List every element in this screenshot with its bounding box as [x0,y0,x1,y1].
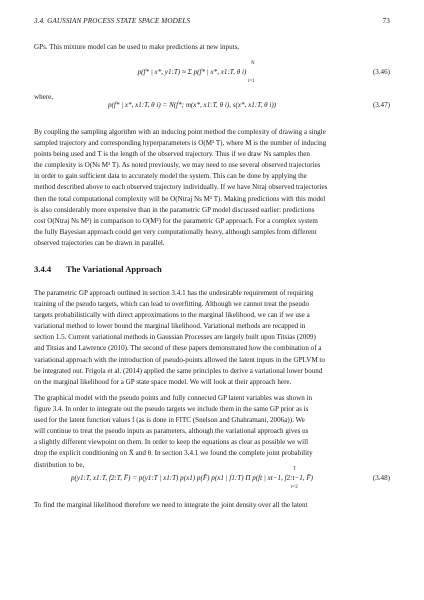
text-line: cost O(Ntraj Ns M²) in comparison to O(M²) for the parametric GP approach. For a complex system [34,216,318,225]
equation-body: p(f* | x*, x1:T, θ i) = N(f*; m(x*, x1:T, θ i), s(x*, x1:T, θ i)) [107,101,277,109]
product-lower-limit: t=2 [291,485,298,490]
text-line: training of the pseudo targets, which can lead to overfitting. Although we cannot treat the pseudo [34,300,310,309]
where-text: where, [34,93,54,101]
sum-upper-limit: N [251,61,255,66]
text-line: points being used and T is the length of the observed trajectory. Thus if we draw Ns samples then [34,150,310,159]
text-line: used for the latent function values f (as is done in FITC (Snelson and Ghahramani, 2006a)). We [34,416,305,425]
text-line: To find the marginal likelihood therefore we need to integrate the joint density over all the latent [34,501,308,509]
equation-number: (3.48) [372,474,390,482]
equation-3-47 [34,101,390,115]
text-line: and Titsias and Lawrence (2010). The second of these papers demonstrated how the combination of a [34,344,322,353]
sum-lower-limit: i=1 [248,79,255,84]
equation-body: p(f* | x*, y1:T) ≈ Σ p(f* | x*, x1:T, θ i) [137,68,247,76]
running-header [34,17,390,25]
equation-body: p(y1:T, x1:T, f2:T, F̄) = p(y1:T | x1:T) p(x1) p(F̄) p(x1 | f1:T) Π p(ft | xt−1, f2:t−1, F̄) [70,474,314,482]
section-title: The Variational Approach [66,264,162,274]
text-line: observed trajectories can be drawn in parallel. [34,238,165,247]
paragraph-marginal [34,500,390,511]
text-line: The parametric GP approach outlined in section 3.4.1 has the undesirable requirement of requiring [34,289,314,297]
text-line: sampled trajectory and corresponding hyperparameters is O(M² T), where M is the number of inducing [34,139,327,148]
text-line: the complexity is O(Ns M² T). As noted previously, we may need to use several observed trajectories [34,161,321,170]
equation-3-48 [34,467,390,490]
section-heading [34,264,162,274]
text-line: a slightly different viewpoint on them. In order to keep the equations as clear as possible we will [34,438,309,447]
running-title: 3.4. GAUSSIAN PROCESS STATE SPACE MODELS [34,17,191,25]
section-number: 3.4.4 [34,264,52,274]
text-line: variational approach with the introduction of pseudo-points allowed the latent inputs in the GPLVM to [34,355,325,364]
text-line: The graphical model with the pseudo points and fully connected GP latent variables was shown in [34,394,313,402]
text-line: will continue to treat the pseudo inputs as parameters, although the variational approach gives us [34,427,309,436]
text-line: section 1.5. Current variational methods in Gaussian Processes are largely built upon Titsias (2009) [34,333,316,342]
text-line: then the total computational complexity will be O(Ntraj Ns M² T). Making predictions with this model [34,194,326,203]
text-line: distribution to be, [34,460,85,469]
text-line: GPs. This mixture model can be used to make predictions at new inputs, [34,43,240,51]
text-line: is also considerably more expensive than in the parametric GP model discussed earlier: predictions [34,205,315,214]
text-line: be integrated out. Frigola et al. (2014) applied the same principles to derive a variational lower bound [34,366,323,375]
equation-number: (3.47) [372,101,390,109]
paragraph-graphical-model [34,393,390,471]
page-number: 73 [382,17,390,25]
text-line: on the marginal likelihood for a GP state space model. We will look at their approach here. [34,377,292,386]
paragraph-variational [34,288,390,388]
text-line: variational method to lower bound the marginal likelihood. Variational methods are recapped in [34,322,306,331]
text-line: the fully Bayesian approach could get very computationally heavy, although samples from different [34,227,317,236]
text-line: method described above to each observed trajectory individually. If we have Ntraj observed trajectories [34,183,328,192]
paragraph-complexity [34,127,390,249]
text-line: drop the explicit conditioning on X̄ and θ. In section 3.4.1 we found the complete joint probability [34,449,313,458]
paragraph-intro [34,42,390,53]
text-line: targets probabilistically with direct approximations to the marginal likelihood, we can if we use a [34,311,310,320]
text-line: in order to gain sufficient data to accurately model the system. This can be done by applying the [34,172,307,181]
text-line: figure 3.4. In order to integrate out the pseudo targets we include them in the same GP prior as is [34,405,309,414]
equation-number: (3.46) [372,68,390,76]
equation-3-46 [34,61,390,84]
text-line: By coupling the sampling algorithm with an inducing point method the complexity of drawing a single [34,128,326,136]
product-upper-limit: T [293,467,297,472]
